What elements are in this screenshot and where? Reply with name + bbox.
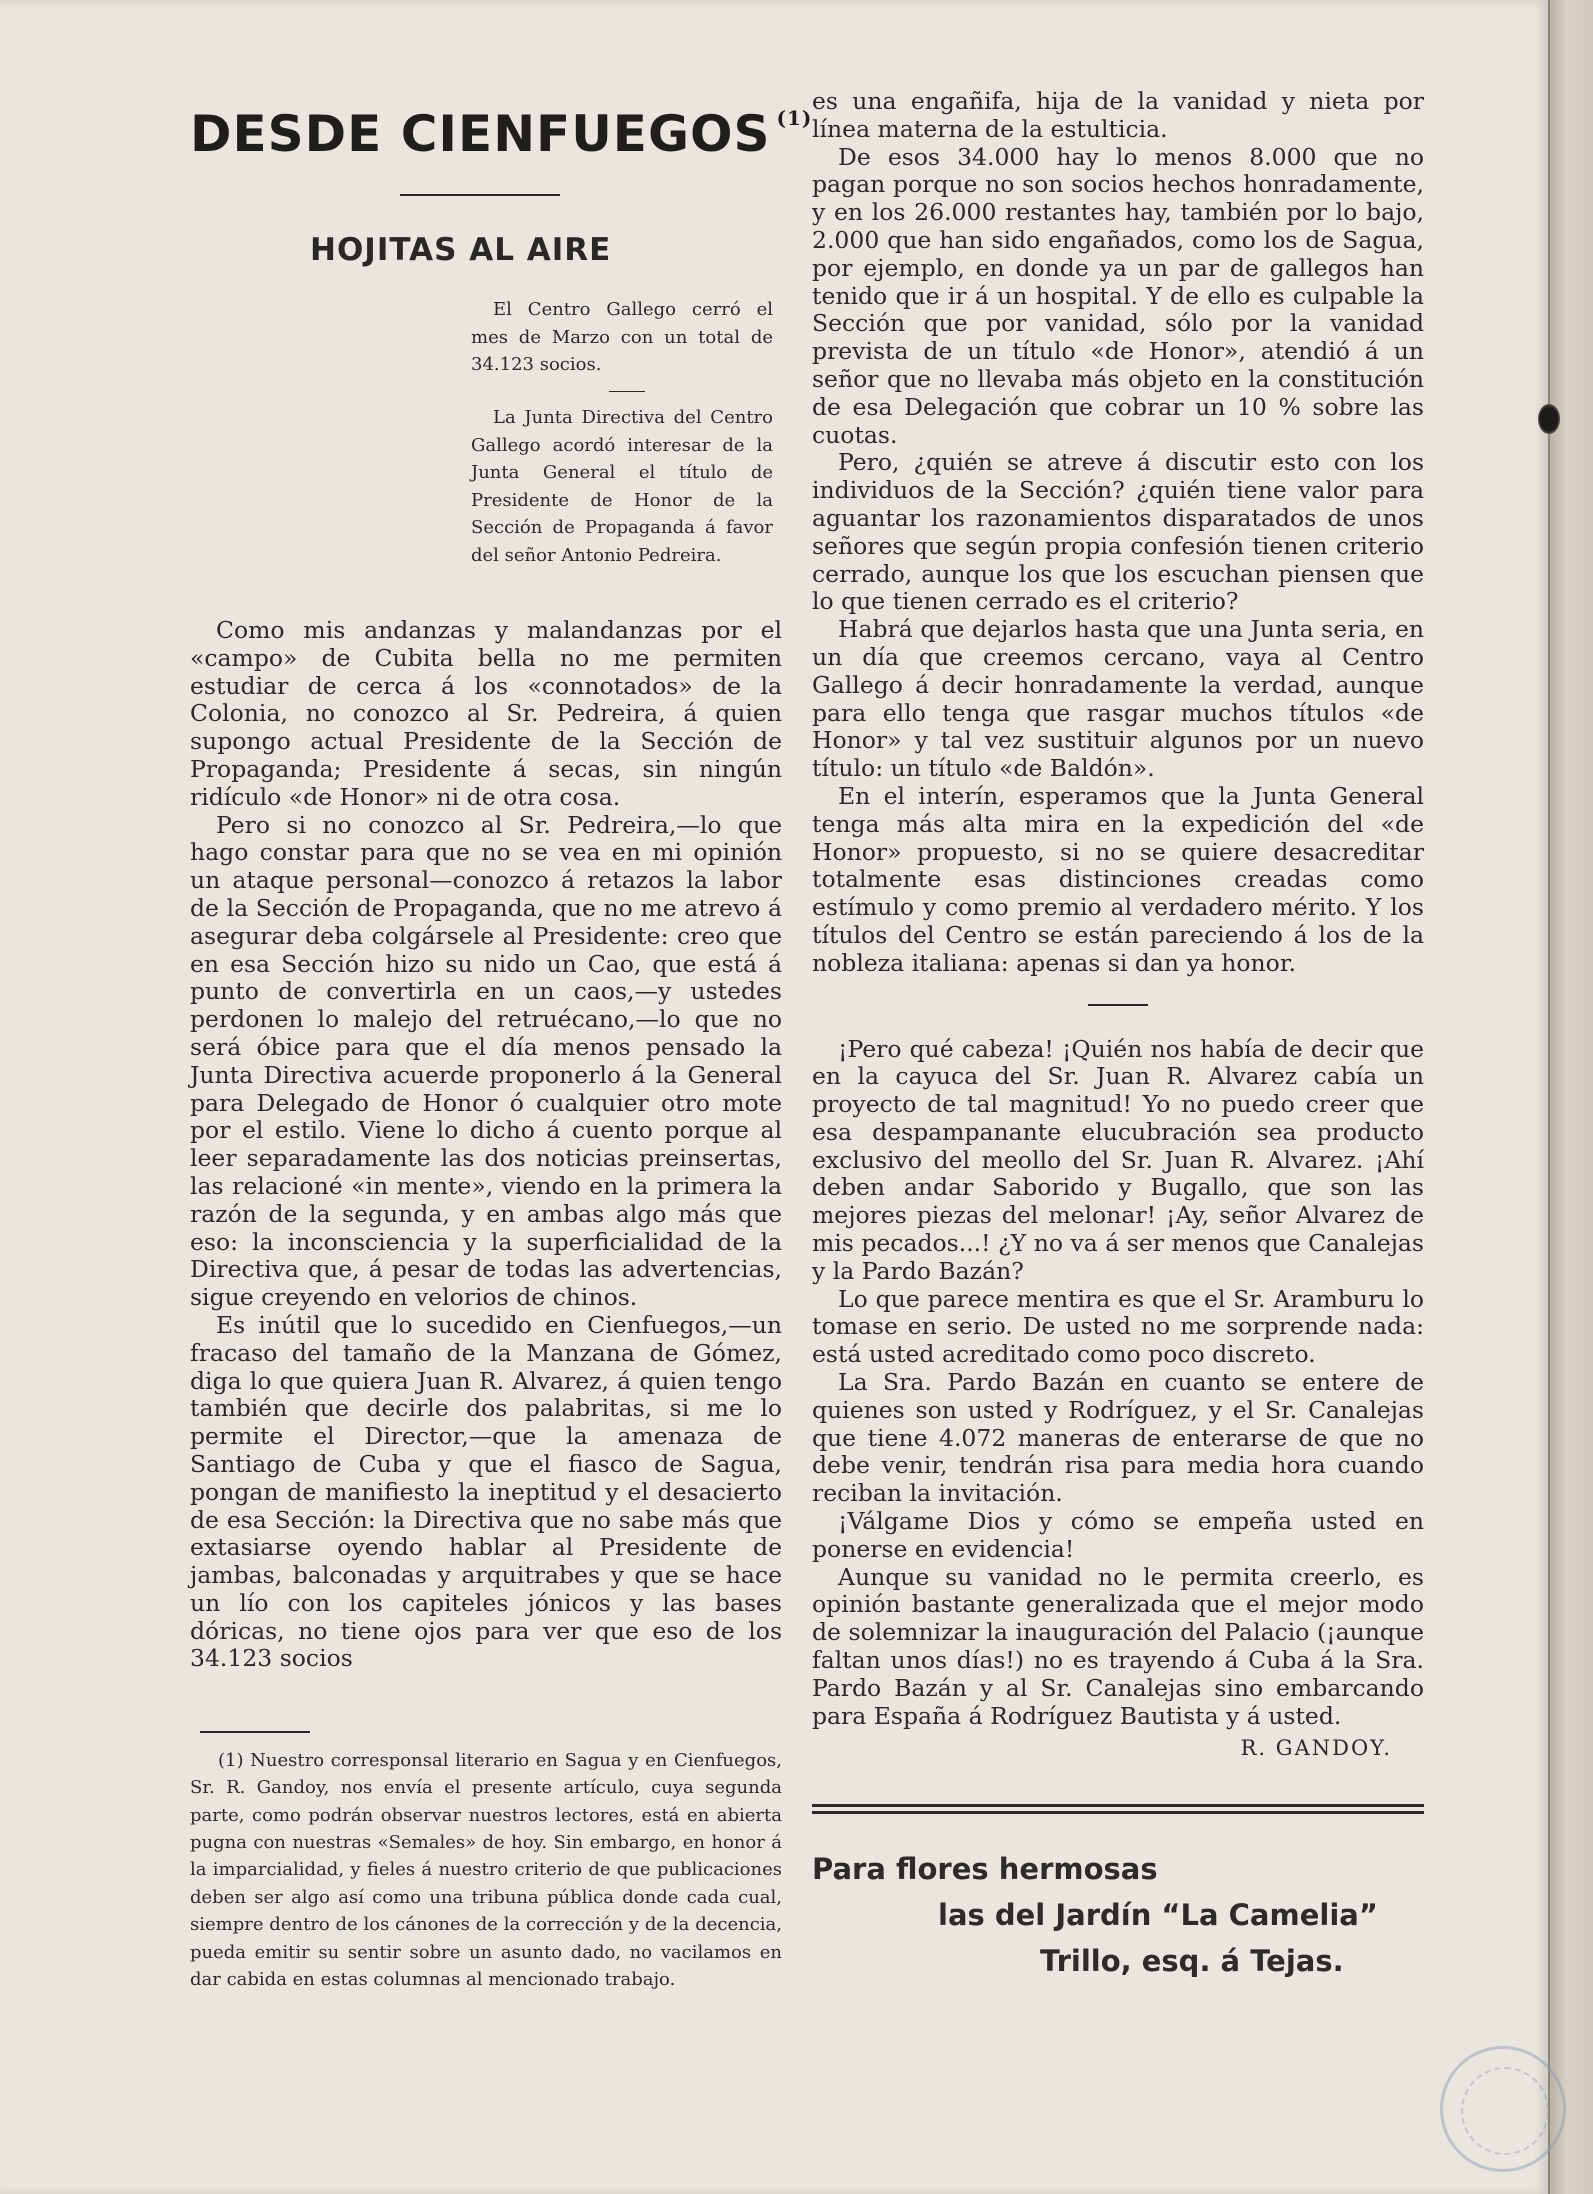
article-body-left xyxy=(190,617,782,1673)
page-title: DESDE CIENFUEGOS $^{(1)}$ xyxy=(190,105,813,163)
notice-divider xyxy=(609,391,645,393)
page-edge xyxy=(1548,0,1593,2194)
paragraph: Como mis andanzas y malandanzas por el «campo» de Cubita bella no me permiten estudiar de cerca á los «connotados» de la Colonia, no conozco al Sr. Pedreira, á quien supongo actual Presidente de la Sección de Propaganda; Presidente á secas, sin ningún ridículo «de Honor» ni de otra cosa. xyxy=(190,616,782,811)
article-subtitle: HOJITAS AL AIRE xyxy=(310,232,612,268)
footnote-divider xyxy=(200,1731,310,1733)
paragraph: ¡Válgame Dios y cómo se empeña usted en ponerse en evidencia! xyxy=(812,1507,1424,1563)
right-column xyxy=(812,88,1424,1984)
paragraph: ¡Pero qué cabeza! ¡Quién nos había de decir que en la cayuca del Sr. Juan R. Alvarez cabía un proyecto de tal magnitud! Yo no puedo creer que esa despampanante elucubración sea producto exclusivo del meollo del Sr. Juan R. Alvarez. ¡Ahí deben andar Saborido y Bugallo, que son las mejores piezas del melonar! ¡Ay, señor Alvarez de mis pecados...! ¿Y no va á ser menos que Canalejas y la Pardo Bazán? xyxy=(812,1034,1424,1285)
advertisement xyxy=(812,1846,1424,1984)
paragraph: Lo que parece mentira es que el Sr. Aramburu lo tomase en serio. De usted no me sorprende nada: está usted acreditado como poco discreto. xyxy=(812,1284,1424,1369)
advert-line-3: Trillo, esq. á Tejas. xyxy=(1040,1944,1344,1979)
footnote-marker: (1) xyxy=(776,106,813,130)
left-column xyxy=(190,88,813,1993)
advert-line-1: Para flores hermosas xyxy=(812,1852,1158,1887)
paragraph: De esos 34.000 hay lo menos 8.000 que no pagan porque no son socios hechos honradamente, y en los 26.000 restantes hay, también por lo bajo, 2.000 que han sido engañados, como los de Sagua, por ejemplo, en donde ya un par de gallegos han tenido que ir á un hospital. Y de ello es culpable la Sección que por vanidad, sólo por la vanidad prevista de un título «de Honor», atendió á un señor que no llevaba más objeto en la constitución de esa Delegación que cobrar un 10 % sobre las cuotas. xyxy=(812,142,1424,449)
notice-1: El Centro Gallego cerró el mes de Marzo con un total de 34.123 socios. xyxy=(471,299,773,375)
article-body-right-part2 xyxy=(812,1036,1424,1731)
paragraph: Aunque su vanidad no le permita creerlo, es opinión bastante generalizada que el mejor modo de solemnizar la inauguración del Palacio (¡aunque faltan unos días!) no es trayendo á Cuba á la Sra. Pardo Bazán y al Sr. Canalejas sino embarcando para España á Rodríguez Bautista y á usted. xyxy=(812,1562,1424,1730)
title-divider xyxy=(400,194,560,196)
section-divider xyxy=(1088,1004,1148,1006)
author-signature: R. GANDOY. xyxy=(1240,1736,1392,1761)
quoted-notices xyxy=(471,296,773,569)
library-stamp-icon xyxy=(1440,2046,1566,2172)
notice-2: La Junta Directiva del Centro Gallego acordó interesar de la Junta General el título de Presidente de Honor de la Sección de Propaganda á favor del señor Antonio Pedreira. xyxy=(471,407,773,566)
footnote: (1) Nuestro corresponsal literario en Sagua y en Cienfuegos, Sr. R. Gandoy, nos envía el presente artículo, cuya segunda parte, como podrán observar nuestros lectores, está en abierta pugna con nuestras «Semales» de hoy. Sin embargo, en honor á la imparcialidad, y fieles á nuestro criterio de que publicaciones deben ser algo así como una tribuna pública donde cada cual, siempre dentro de los cánones de la corrección y de la decencia, pueda emitir su sentir sobre un asunto dado, no vacilamos en dar cabida en estas columnas al mencionado trabajo. xyxy=(190,1749,782,1991)
paragraph: Pero, ¿quién se atreve á discutir esto con los individuos de la Sección? ¿quién tiene valor para aguantar los razonamientos disparatados de unos señores que según propia confesión tienen criterio cerrado, aunque los que los escuchan piensen que lo que tienen cerrado es el criterio? xyxy=(812,448,1424,616)
article-body-right-part1 xyxy=(812,88,1424,978)
paragraph: Es inútil que lo sucedido en Cienfuegos,—un fracaso del tamaño de la Manzana de Gómez, diga lo que quiera Juan R. Alvarez, á quien tengo también que decirle dos palabritas, si me lo permite el Director,—que la amenaza de Santiago de Cuba y que el fiasco de Sagua, pongan de manifiesto la ineptitud y el desacierto de esa Sección: la Directiva que no sabe más que extasiarse oyendo hablar al Presidente de jambas, balconadas y arquitrabes y que se hace un lío con los capiteles jónicos y las bases dóricas, no tiene ojos para ver que eso de los 34.123 socios xyxy=(190,1310,782,1673)
advert-line-2: las del Jardín “La Camelia” xyxy=(938,1898,1378,1933)
paragraph: es una engañifa, hija de la vanidad y nieta por línea materna de la estulticia. xyxy=(812,87,1424,143)
paragraph: La Sra. Pardo Bazán en cuanto se entere de quienes son usted y Rodríguez, y el Sr. Canalejas que tiene 4.072 maneras de enterarse de que no debe venir, tendrán risa para media hora cuando reciban la invitación. xyxy=(812,1368,1424,1508)
advert-divider xyxy=(812,1804,1424,1814)
paragraph: Pero si no conozco al Sr. Pedreira,—lo que hago constar para que no se vea en mi opinión un ataque personal—conozco á retazos la labor de la Sección de Propaganda, que no me atrevo á asegurar deba colgársele al Presidente: creo que en esa Sección hizo su nido un Cao, que está á punto de convertirla en un caos,—y ustedes perdonen lo malejo del retruécano,—lo que no será óbice para que el día menos pensado la Junta Directiva acuerde proponerlo á la General para Delegado de Honor ó cualquier otro mote por el estilo. Viene lo dicho á cuento porque al leer separadamente las dos noticias preinsertas, las relacioné «in mente», viendo en la primera la razón de la segunda, y en ambas algo más que eso: la inconsciencia y la superficialidad de la Directiva que, á pesar de todas las advertencias, sigue creyendo en velorios de chinos. xyxy=(190,810,782,1312)
paragraph: Habrá que dejarlos hasta que una Junta seria, en un día que creemos cercano, vaya al Centro Gallego á decir honradamente la verdad, aunque para ello tenga que rasgar muchos títulos «de Honor» y tal vez sustituir algunos por un nuevo título: un título «de Baldón». xyxy=(812,615,1424,783)
paragraph: En el interín, esperamos que la Junta General tenga más alta mira en la expedición del «de Honor» propuesto, si no se quiere desacreditar totalmente esas distinciones creadas como estímulo y como premio al verdadero mérito. Y los títulos del Centro se están pareciendo á los de la nobleza italiana: apenas si dan ya honor. xyxy=(812,781,1424,977)
binding-hole-icon xyxy=(1538,404,1560,434)
